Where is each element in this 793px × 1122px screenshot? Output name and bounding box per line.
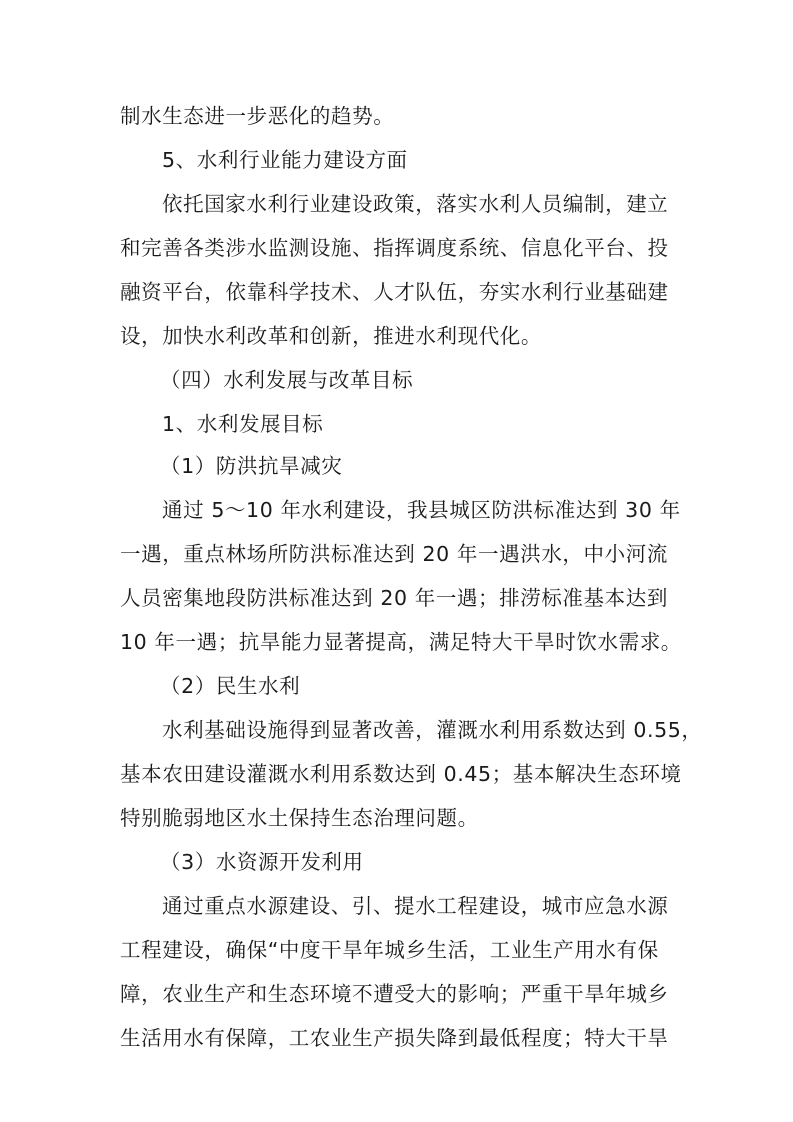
paragraph-first-line: 依托国家水利行业建设政策，落实水利人员编制，建立 — [162, 192, 669, 216]
text-line: 特别脆弱地区水土保持生态治理问题。 — [120, 806, 479, 830]
text-line: 基本农田建设灌溉水利用系数达到 0.45；基本解决生态环境 — [120, 762, 682, 786]
paragraph-first-line: 通过 5～10 年水利建设，我县城区防洪标准达到 30 年 — [162, 498, 681, 522]
text-line: 生活用水有保障，工农业生产损失降到最低程度；特大干旱 — [120, 1026, 669, 1050]
item-heading: （3）水资源开发利用 — [160, 850, 364, 874]
item-heading: （2）民生水利 — [160, 674, 301, 698]
text-line: 融资平台，依靠科学技术、人才队伍，夯实水利行业基础建 — [120, 280, 669, 304]
section-heading: 5、水利行业能力建设方面 — [162, 148, 408, 172]
text-line: 一遇，重点林场所防洪标准达到 20 年一遇洪水，中小河流 — [120, 542, 668, 566]
text-line: 制水生态进一步恶化的趋势。 — [120, 104, 395, 128]
text-line: 障，农业生产和生态环境不遭受大的影响；严重干旱年城乡 — [120, 982, 669, 1006]
section-heading: （四）水利发展与改革目标 — [160, 368, 414, 392]
subsection-heading: 1、水利发展目标 — [162, 412, 324, 436]
paragraph-first-line: 通过重点水源建设、引、提水工程建设，城市应急水源 — [162, 894, 669, 918]
text-line: 工程建设，确保“中度干旱年城乡生活，工业生产用水有保 — [120, 938, 659, 962]
text-line: 人员密集地段防洪标准达到 20 年一遇；排涝标准基本达到 — [120, 586, 668, 610]
paragraph-first-line: 水利基础设施得到显著改善，灌溉水利用系数达到 0.55， — [162, 718, 703, 742]
text-line: 10 年一遇；抗旱能力显著提高，满足特大干旱时饮水需求。 — [120, 630, 682, 654]
text-line: 和完善各类涉水监测设施、指挥调度系统、信息化平台、投 — [120, 236, 669, 260]
text-line: 设，加快水利改革和创新，推进水利现代化。 — [120, 324, 542, 348]
item-heading: （1）防洪抗旱减灾 — [160, 454, 343, 478]
